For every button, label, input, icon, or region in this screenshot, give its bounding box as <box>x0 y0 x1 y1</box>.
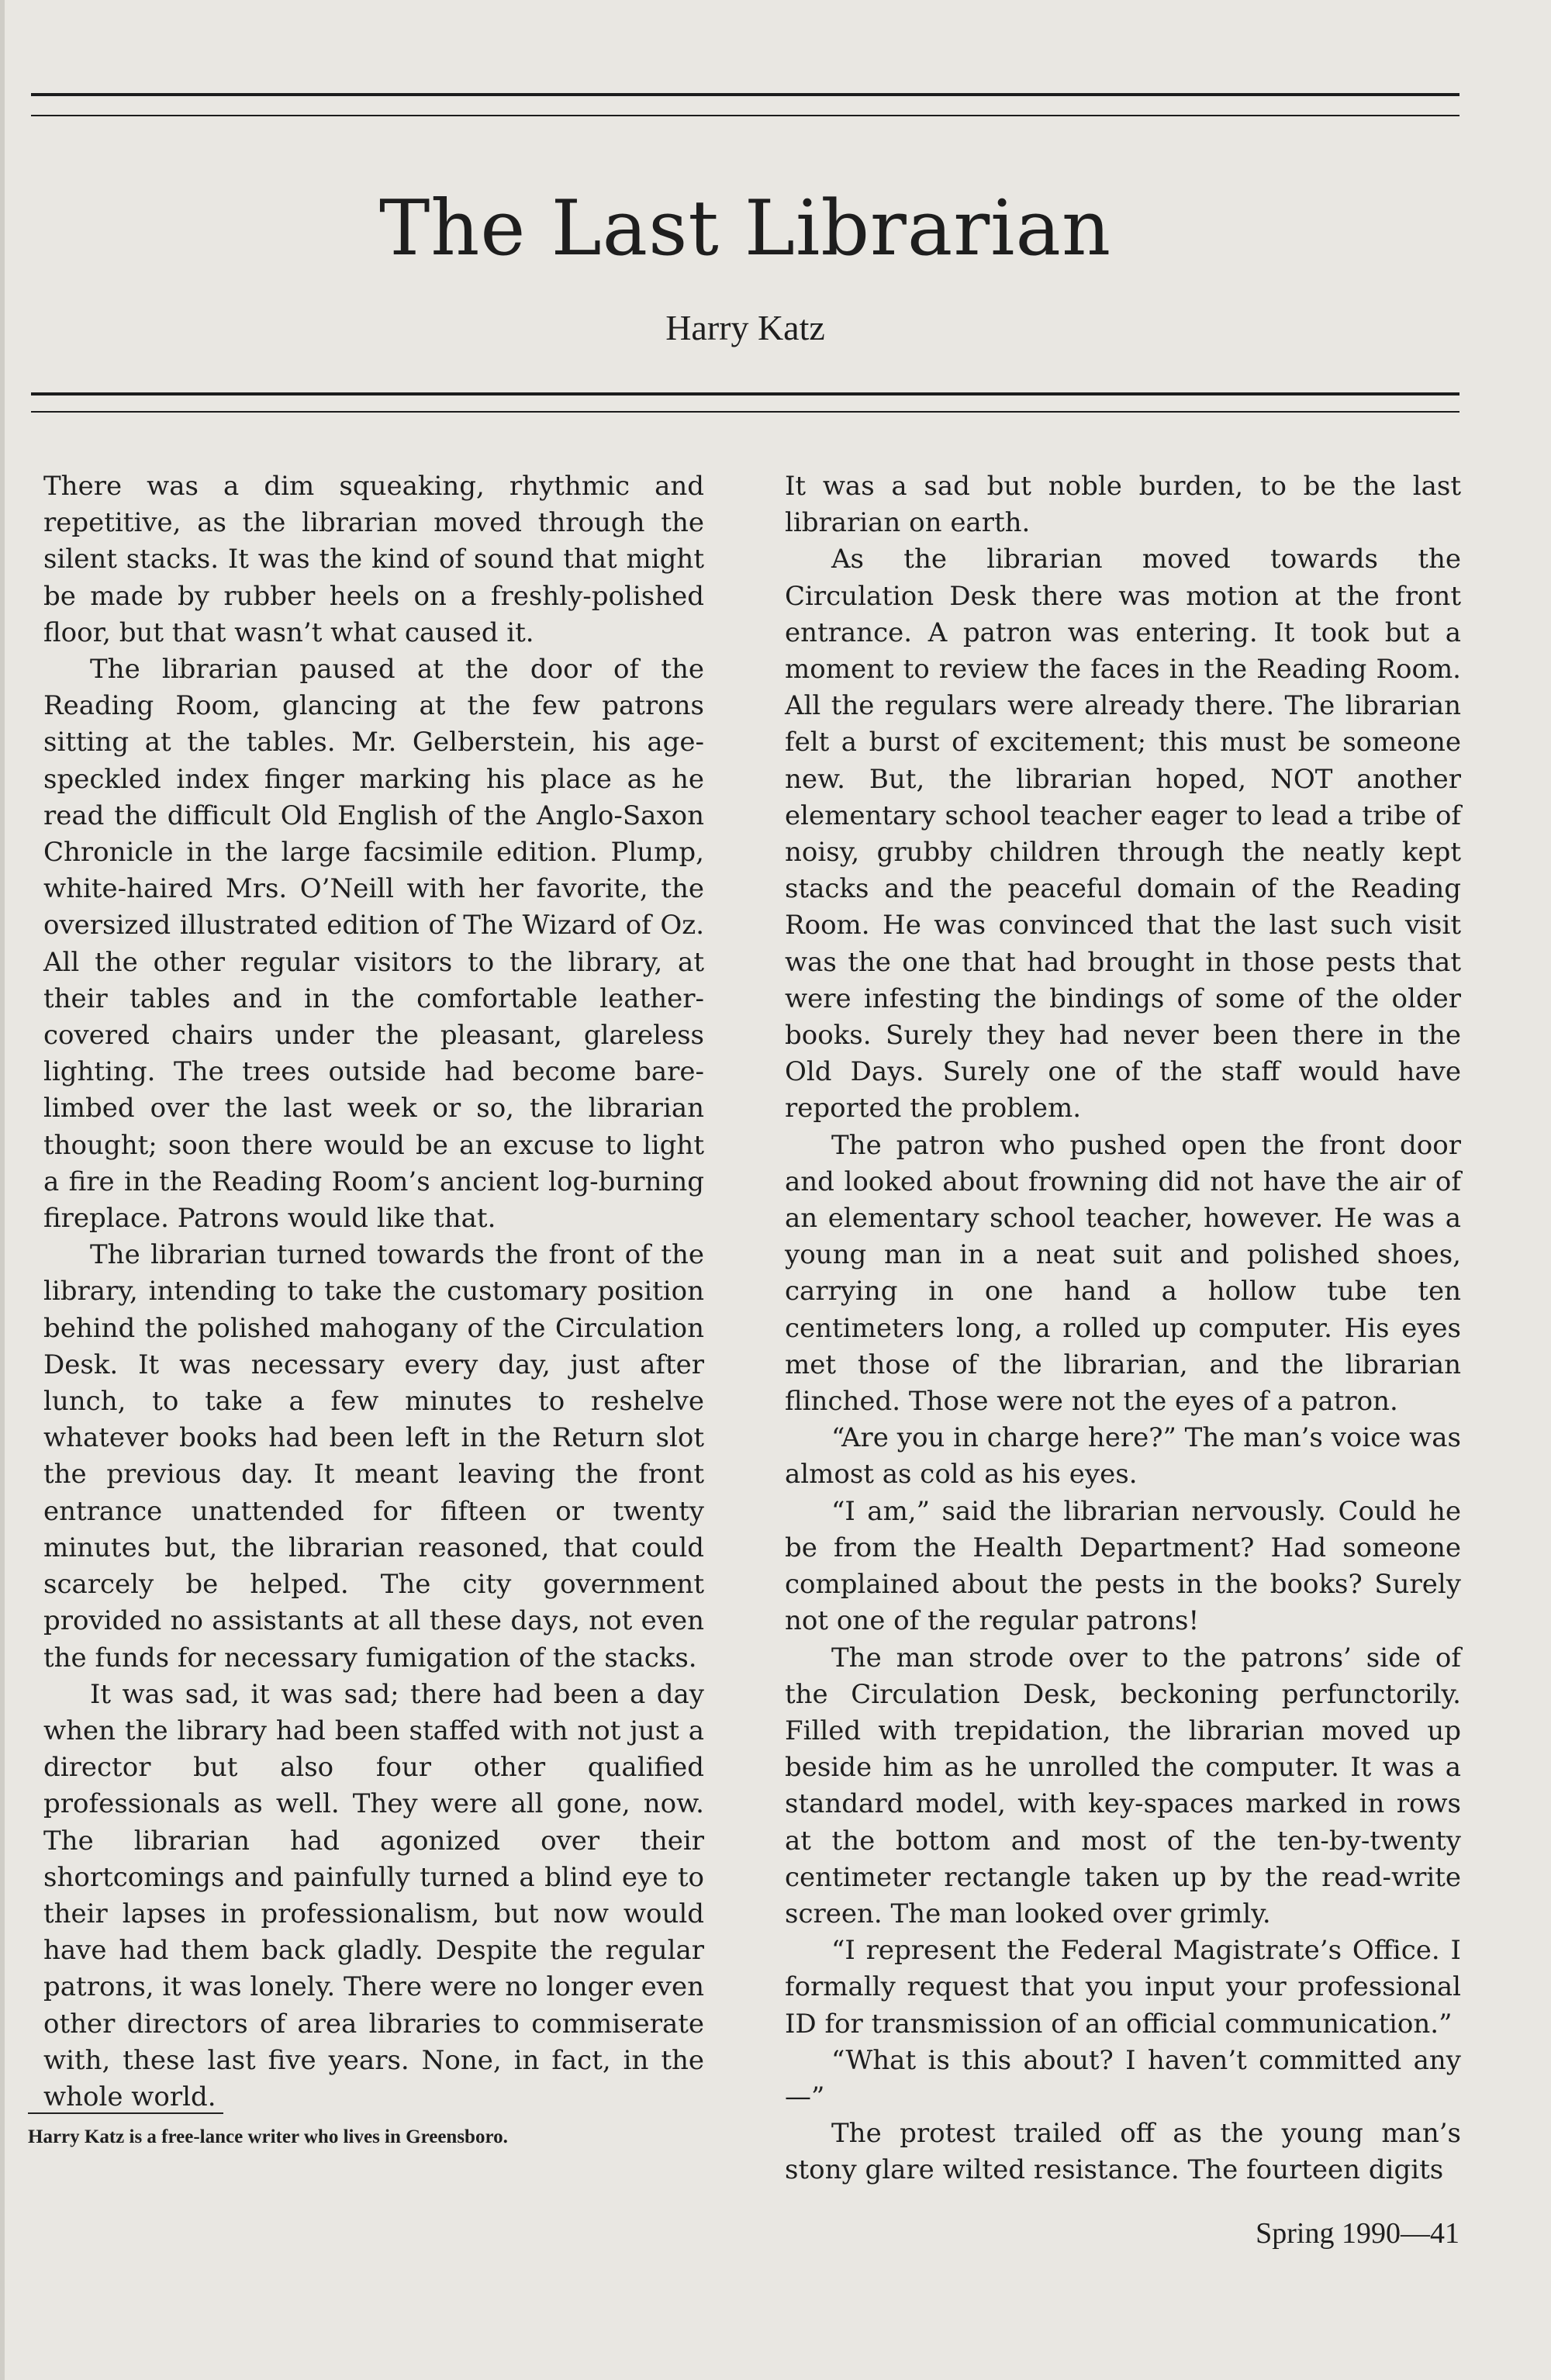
paragraph: The man strode over to the patrons’ side of the Circulation Desk, beckoning perfunctorily. Filled with trepidation, the librarian moved up beside him as he unrolled the computer. It was a standard model, with key-spaces marked in rows at the bottom and most of the ten-by-twenty centimeter rectangle taken up by the read-write screen. The man looked over grimly. <box>785 1642 1461 1929</box>
paragraph: “I represent the Federal Magistrate’s Office. I formally request that you input your professional ID for transmission of an official communication.” <box>785 1935 1461 2040</box>
bottom-rule <box>31 392 1459 396</box>
footnote-rule <box>28 2112 223 2114</box>
paragraph: The librarian turned towards the front of the library, intending to take the customary position behind the polished mahogany of the Circulation Desk. It was necessary every day, just after lunch, to take a few minutes to reshelve whatever books had been left in the Return slot the previous day. It meant leaving the front entrance unattended for fifteen or twenty minutes but, the librarian reasoned, that could scarcely be helped. The city government provided no assistants at all these days, not even the funds for necessary fumigation of the stacks. <box>43 1239 704 1674</box>
paragraph: The patron who pushed open the front door and looked about frowning did not have the air of an elementary school teacher, however. He was a young man in a neat suit and polished shoes, carrying in one hand a hollow tube ten centimeters long, a rolled up computer. His eyes met those of the librarian, and the librarian flinched. Those were not the eyes of a patron. <box>785 1129 1461 1418</box>
paragraph: It was sad, it was sad; there had been a day when the library had been staffed with not just a director but also four other qualified professionals as well. They were all gone, now. The librarian had agonized over their shortcomings and painfully turned a blind eye to their lapses in professionalism, but now would have had them back gladly. Despite the regular patrons, it was lonely. There were no longer even other directors of area libraries to commiserate with, these last five years. None, in fact, in the whole world. <box>43 1678 704 2112</box>
page-edge <box>0 0 5 2380</box>
left-column <box>43 468 704 2116</box>
paragraph: “What is this about? I haven’t committed any—” <box>785 2044 1461 2112</box>
top-rule <box>31 93 1459 96</box>
paragraph: It was a sad but noble burden, to be the last librarian on earth. <box>785 471 1461 539</box>
paragraph: The protest trailed off as the young man’s stony glare wilted resistance. The fourteen digits <box>785 2118 1461 2186</box>
paragraph: The librarian paused at the door of the Reading Room, glancing at the few patrons sitting at the tables. Mr. Gelberstein, his age-speckled index finger marking his place as he read the difficult Old English of the Anglo-Saxon Chronicle in the large facsimile edition. Plump, white-haired Mrs. O’Neill with her favorite, the oversized illustrated edition of The Wizard of Oz. All the other regular visitors to the library, at their tables and in the comfortable leather-covered chairs under the pleasant, glareless lighting. The trees outside had become bare-limbed over the last week or so, the librarian thought; soon there would be an excuse to light a fire in the Reading Room’s ancient log-burning fireplace. Patrons would like that. <box>43 654 704 1235</box>
page-folio: Spring 1990—41 <box>1256 2217 1459 2250</box>
paragraph: “I am,” said the librarian nervously. Could he be from the Health Department? Had someone complained about the pests in the books? Surely not one of the regular patrons! <box>785 1495 1461 1637</box>
paragraph: There was a dim squeaking, rhythmic and repetitive, as the librarian moved through the silent stacks. It was the kind of sound that might be made by rubber heels on a freshly-polished floor, but that wasn’t what caused it. <box>43 471 704 648</box>
article-title: The Last Librarian <box>378 185 1112 273</box>
author-footnote: Harry Katz is a free-lance writer who lives in Greensboro. <box>28 2126 508 2147</box>
paragraph: “Are you in charge here?” The man’s voice was almost as cold as his eyes. <box>785 1422 1461 1491</box>
paragraph: As the librarian moved towards the Circulation Desk there was motion at the front entrance. A patron was entering. It took but a moment to review the faces in the Reading Room. All the regulars were already there. The librarian felt a burst of excitement; this must be someone new. But, the librarian hoped, NOT another elementary school teacher eager to lead a tribe of noisy, grubby children through the neatly kept stacks and the peaceful domain of the Reading Room. He was convinced that the last such visit was the one that had brought in those pests that were infesting the bindings of some of the older books. Surely they had never been there in the Old Days. Surely one of the staff would have reported the problem. <box>785 544 1461 1124</box>
article-author: Harry Katz <box>665 308 825 347</box>
bottom-rule-thin <box>31 411 1459 413</box>
right-column <box>785 468 1461 2189</box>
top-rule-thin <box>31 115 1459 116</box>
